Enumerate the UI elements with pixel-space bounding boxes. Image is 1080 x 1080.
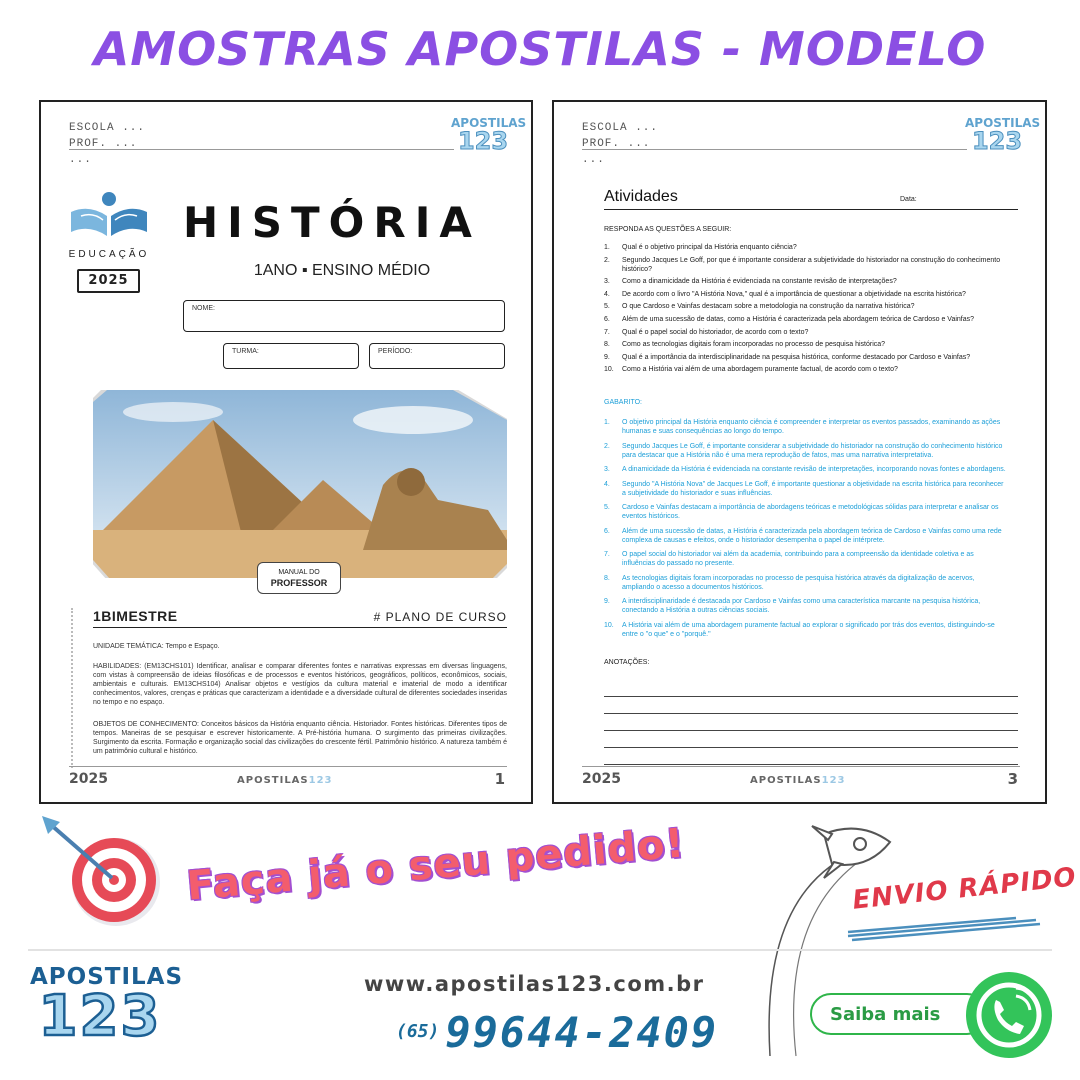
education-label: EDUCAÇÃO xyxy=(68,249,150,260)
question-item xyxy=(604,290,1008,299)
footer-year: 2025 xyxy=(582,771,621,787)
periodo-field xyxy=(369,343,505,369)
answer-number: 6. xyxy=(604,527,610,535)
learn-more-button[interactable] xyxy=(810,993,988,1035)
answer-number: 2. xyxy=(604,442,610,450)
brand-top: APOSTILAS xyxy=(30,964,184,990)
answer-number: 10. xyxy=(604,621,614,629)
phone-digits: 99644-2409 xyxy=(445,1008,719,1057)
answer-text: Segundo Jacques Le Goff, é importante considerar a subjetividade do historiador na construção do conhecimento histórico para destacar que a História não é uma mera reprodução de fatos, mas uma narrativa interpretativa. xyxy=(622,442,1003,459)
activities-title: Atividades xyxy=(604,188,678,205)
footer-brand-a: APOSTILAS xyxy=(237,775,309,786)
header-dots: ... xyxy=(582,154,605,166)
answer-number: 7. xyxy=(604,551,610,558)
apostilas-brand-logo xyxy=(30,964,184,1049)
question-item xyxy=(604,340,1008,349)
question-text: Como a História vai além de uma abordagem puramente factual, de acordo com o texto? xyxy=(622,366,898,374)
bimester-row xyxy=(93,608,507,628)
answer-text: As tecnologias digitais foram incorporadas no processo de pesquisa histórica através da digitalização de acervos, ampliando o acesso a documentos históricos. xyxy=(622,574,975,591)
header-prof: PROF. ... xyxy=(69,138,138,150)
answer-text: A dinamicidade da História é evidenciada na constante revisão de interpretações, incorporando novas fontes e abordagens. xyxy=(622,466,1006,473)
question-number: 6. xyxy=(604,315,610,323)
order-now-cta: Faça já o seu pedido! xyxy=(184,820,687,910)
answer-item xyxy=(604,480,1008,498)
question-item xyxy=(604,243,1008,252)
footer-brand-b: 123 xyxy=(821,775,846,786)
question-number: 3. xyxy=(604,278,610,286)
year-badge: 2025 xyxy=(77,269,140,293)
question-number: 1. xyxy=(604,244,610,251)
question-item xyxy=(604,365,1008,374)
footer-separator xyxy=(28,949,1052,951)
thematic-unit: UNIDADE TEMÁTICA: Tempo e Espaço. xyxy=(93,643,220,650)
footer-page-number: 3 xyxy=(1007,770,1018,788)
question-number: 10. xyxy=(604,366,614,374)
question-item xyxy=(604,256,1008,274)
answer-item xyxy=(604,418,1008,436)
notes-label: ANOTAÇÕES: xyxy=(604,659,650,666)
course-plan-label: # PLANO DE CURSO xyxy=(373,610,507,624)
sample-page-cover xyxy=(39,100,533,804)
note-line xyxy=(604,731,1018,748)
answer-text: O papel social do historiador vai além da academia, contribuindo para a compreensão da identidade coletiva e as influências do passado no presente. xyxy=(622,551,974,567)
question-number: 2. xyxy=(604,256,610,264)
question-text: De acordo com o livro "A História Nova," qual é a importância de questionar a objetividade na escrita histórica? xyxy=(622,290,966,298)
logo-bottom: 123 xyxy=(971,127,1023,155)
header-divider xyxy=(582,149,967,150)
question-item xyxy=(604,277,1008,286)
question-text: Qual é o objetivo principal da História enquanto ciência? xyxy=(622,244,797,251)
answer-item xyxy=(604,503,1008,521)
note-line xyxy=(604,714,1018,731)
question-number: 9. xyxy=(604,353,610,361)
answer-item xyxy=(604,597,1008,615)
fast-shipping-label: ENVIO RÁPIDO xyxy=(851,862,1078,916)
answer-item xyxy=(604,574,1008,592)
turma-field-label: TURMA: xyxy=(232,348,259,355)
question-number: 5. xyxy=(604,303,610,311)
answer-text: O objetivo principal da História enquanto ciência é compreender e interpretar os eventos passados, examinando as ações humanas e suas consequências ao longo do tempo. xyxy=(622,419,1001,435)
answer-text: Cardoso e Vainfas destacam a importância de abordagens teóricas e metodológicas sólidas para interpretar e analisar os eventos históricos. xyxy=(622,504,999,520)
bimester-title: 1BIMESTRE xyxy=(93,608,178,624)
question-text: O que Cardoso e Vainfas destacam sobre a metodologia na construção da narrativa histórica? xyxy=(622,303,915,311)
turma-field xyxy=(223,343,359,369)
education-logo xyxy=(67,190,151,260)
footer-brand-a: APOSTILAS xyxy=(750,775,822,786)
dotted-margin xyxy=(71,608,73,768)
question-number: 8. xyxy=(604,341,610,349)
answer-number: 5. xyxy=(604,504,610,511)
answer-number: 3. xyxy=(604,466,610,473)
grade-label: 1ANO ▪ ENSINO MÉDIO xyxy=(253,262,431,279)
website-link[interactable]: www.apostilas123.com.br xyxy=(364,972,705,996)
book-reader-icon xyxy=(67,190,151,238)
answer-text: A interdisciplinaridade é destacada por Cardoso e Vainfas como uma característica marcante na pesquisa histórica, conectando a História a outras ciências sociais. xyxy=(622,598,981,614)
answer-item xyxy=(604,621,1008,639)
answer-text: Segundo "A História Nova" de Jacques Le Goff, é importante questionar a objetividade na escrita histórica para reconhecer a subjetividade do historiador e suas influências. xyxy=(622,480,1004,497)
answer-item xyxy=(604,442,1008,460)
logo-bottom: 123 xyxy=(457,127,509,155)
question-item xyxy=(604,328,1008,337)
question-text: Segundo Jacques Le Goff, por que é importante considerar a subjetividade do historiador na construção do conhecimento histórico? xyxy=(622,256,1001,273)
whatsapp-phone-icon xyxy=(966,972,1052,1058)
periodo-field-label: PERÍODO: xyxy=(378,348,413,355)
manual-line2: PROFESSOR xyxy=(270,578,328,588)
manual-line1: MANUAL DO xyxy=(278,569,320,576)
question-list xyxy=(604,243,1008,378)
footer-brand-b: 123 xyxy=(308,775,333,786)
header-escola: ESCOLA ... xyxy=(69,122,146,134)
manual-badge xyxy=(257,562,341,594)
answer-number: 9. xyxy=(604,598,610,605)
footer-page-number: 1 xyxy=(494,770,505,788)
answer-item xyxy=(604,465,1008,474)
question-item xyxy=(604,353,1008,362)
answer-list xyxy=(604,418,1008,644)
footer-year: 2025 xyxy=(69,771,108,787)
footer-brand xyxy=(750,775,846,786)
note-line xyxy=(604,697,1018,714)
footer-brand xyxy=(237,775,333,786)
brand-bottom: 123 xyxy=(38,984,162,1049)
instructions: RESPONDA AS QUESTÕES A SEGUIR: xyxy=(604,226,732,233)
page-footer xyxy=(69,766,507,790)
question-item xyxy=(604,315,1008,324)
pyramids-photo xyxy=(93,390,507,578)
headline: AMOSTRAS APOSTILAS - MODELO xyxy=(93,22,987,76)
answer-text: Além de uma sucessão de datas, a História é caracterizada pela abordagem teórica de Cardoso e Vainfas como uma rede complexa de causas e efeitos, onde o historiador desempenha o papel de intérprete. xyxy=(622,527,1002,544)
answer-number: 4. xyxy=(604,480,610,488)
question-text: Como as tecnologias digitais foram incorporadas no processo de pesquisa histórica? xyxy=(622,341,886,349)
learn-more-label: Saiba mais xyxy=(830,1004,941,1025)
page-header xyxy=(69,120,145,168)
answer-item xyxy=(604,527,1008,545)
question-text: Além de uma sucessão de datas, como a História é caracterizada pela abordagem teórica de Cardoso e Vainfas? xyxy=(622,315,975,323)
page-footer xyxy=(582,766,1020,790)
skills-text: HABILIDADES: (EM13CHS101) Identificar, analisar e comparar diferentes fontes e narrativas expressas em diversas linguagens, com vistas à compreensão de ideias filosóficas e de processos e eventos históricos, geográficos, políticos, econômicos, sociais, ambientais e culturais. EM13CHS104) Analisar objetos e vestígios da cultura material e imaterial de modo a identificar conhecimentos, valores, crenças e práticas que caracterizam a identidade e a diversidade cultural de diferentes sociedades inseridas no tempo e no espaço. xyxy=(93,663,507,706)
apostilas-logo-small xyxy=(451,116,527,155)
header-dots: ... xyxy=(69,154,92,166)
name-field xyxy=(183,300,505,332)
question-item xyxy=(604,302,1008,311)
answer-text: A História vai além de uma abordagem puramente factual ao explorar o significado por trás dos eventos, distinguindo-se entre o "o que" e o "porquê." xyxy=(622,621,995,638)
header-divider xyxy=(69,149,454,150)
question-number: 7. xyxy=(604,328,610,336)
question-text: Como a dinamicidade da História é evidenciada na constante revisão de interpretações? xyxy=(622,278,897,286)
answer-item xyxy=(604,550,1008,568)
logo-top: APOSTILAS xyxy=(965,116,1041,130)
answer-number: 8. xyxy=(604,574,610,582)
date-label: Data: xyxy=(900,196,917,203)
target-arrow-icon xyxy=(36,814,166,930)
phone-area-code: (65) xyxy=(396,1021,440,1042)
notes-lines xyxy=(604,680,1018,765)
question-number: 4. xyxy=(604,290,610,298)
question-text: Qual é a importância da interdisciplinaridade na pesquisa histórica, conforme destacado por Cardoso e Vainfas? xyxy=(622,353,971,361)
name-field-label: NOME: xyxy=(192,305,215,312)
activities-title-row xyxy=(604,188,1018,210)
answer-key-label: GABARITO: xyxy=(604,399,642,406)
header-escola: ESCOLA ... xyxy=(582,122,659,134)
sample-page-activities xyxy=(552,100,1047,804)
logo-top: APOSTILAS xyxy=(451,116,527,130)
knowledge-objects-text: OBJETOS DE CONHECIMENTO: Conceitos básicos da História enquanto ciência. Historiador. Fontes históricas. Diferentes tipos de tempos. Maneiras de se pesquisar e escrever historicamente. A Pré-história humana. O surgimento das primeiras civilizações. Surgimento da escrita. Formação e organização social das civilizações do crescente fértil. Patrimônio histórico. A natureza também é um patrimônio cultural e histórico. xyxy=(93,721,507,755)
note-line xyxy=(604,680,1018,697)
whatsapp-button[interactable] xyxy=(966,972,1052,1058)
note-line xyxy=(604,748,1018,765)
subject-title: HISTÓRIA xyxy=(183,198,481,247)
answer-number: 1. xyxy=(604,419,610,426)
question-text: Qual é o papel social do historiador, de acordo com o texto? xyxy=(622,328,809,336)
header-prof: PROF. ... xyxy=(582,138,651,150)
page-header xyxy=(582,120,658,168)
apostilas-logo-small xyxy=(965,116,1041,155)
scribble-underline xyxy=(846,916,1042,942)
phone-number xyxy=(396,1008,718,1057)
